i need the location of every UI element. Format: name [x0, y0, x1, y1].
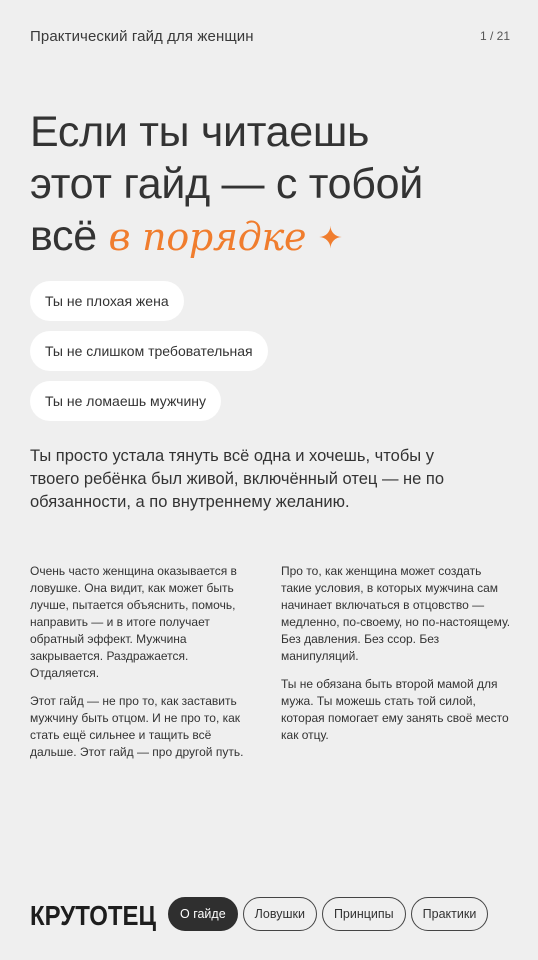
brand-logo-text: КРУТОТЕЦ — [30, 900, 157, 931]
body-paragraph: Ты не обязана быть второй мамой для мужа. Ты можешь стать той силой, которая помогает ему занять своё место как отцу. — [281, 677, 509, 742]
page-headline — [30, 106, 520, 265]
affirmation-list — [30, 281, 268, 431]
footer-nav — [30, 897, 510, 931]
guide-subtitle: Практический гайд для женщин — [30, 28, 254, 45]
text-column-right — [281, 563, 511, 755]
tab-about[interactable]: О гайде — [168, 897, 238, 931]
tab-practices[interactable]: Практики — [411, 897, 489, 931]
affirmation-pill: Ты не ломаешь мужчину — [30, 381, 221, 421]
text-column-left — [30, 563, 260, 772]
brand-logo — [30, 897, 156, 931]
body-paragraph: Очень часто женщина оказывается в ловушке. Она видит, как может быть лучше, пытается объяснить, помочь, направить — и в итоге получает обратный эффект. Мужчина закрывается. Раздражается. Отдаляется. — [30, 564, 237, 680]
tab-principles[interactable]: Принципы — [322, 897, 406, 931]
tab-traps[interactable]: Ловушки — [243, 897, 317, 931]
affirmation-pill: Ты не плохая жена — [30, 281, 184, 321]
headline-line-3: всё — [30, 212, 97, 260]
body-paragraph: Этот гайд — не про то, как заставить мужчину быть отцом. И не про то, как стать ещё сильнее и тащить всё дальше. Этот гайд — про другой путь. — [30, 694, 244, 759]
headline-line-1: Если ты читаешь — [30, 108, 370, 156]
page-counter: 1 / 21 — [479, 29, 510, 43]
lead-paragraph: Ты просто устала тянуть всё одна и хочешь, чтобы у твоего ребёнка был живой, включённый отец — не по обязанности, а по внутреннему желанию. — [30, 447, 445, 511]
headline-accent: в порядке — [108, 215, 307, 259]
sparkle-icon: ✦ — [317, 222, 343, 255]
body-paragraph: Про то, как женщина может создать такие условия, в которых мужчина сам начинает включаться в отцовство — медленно, по-своему, но по-настоящему. Без давления. Без ссор. Без манипуляций. — [281, 564, 511, 663]
headline-line-2: этот гайд — с тобой — [30, 160, 423, 208]
affirmation-pill: Ты не слишком требовательная — [30, 331, 268, 371]
